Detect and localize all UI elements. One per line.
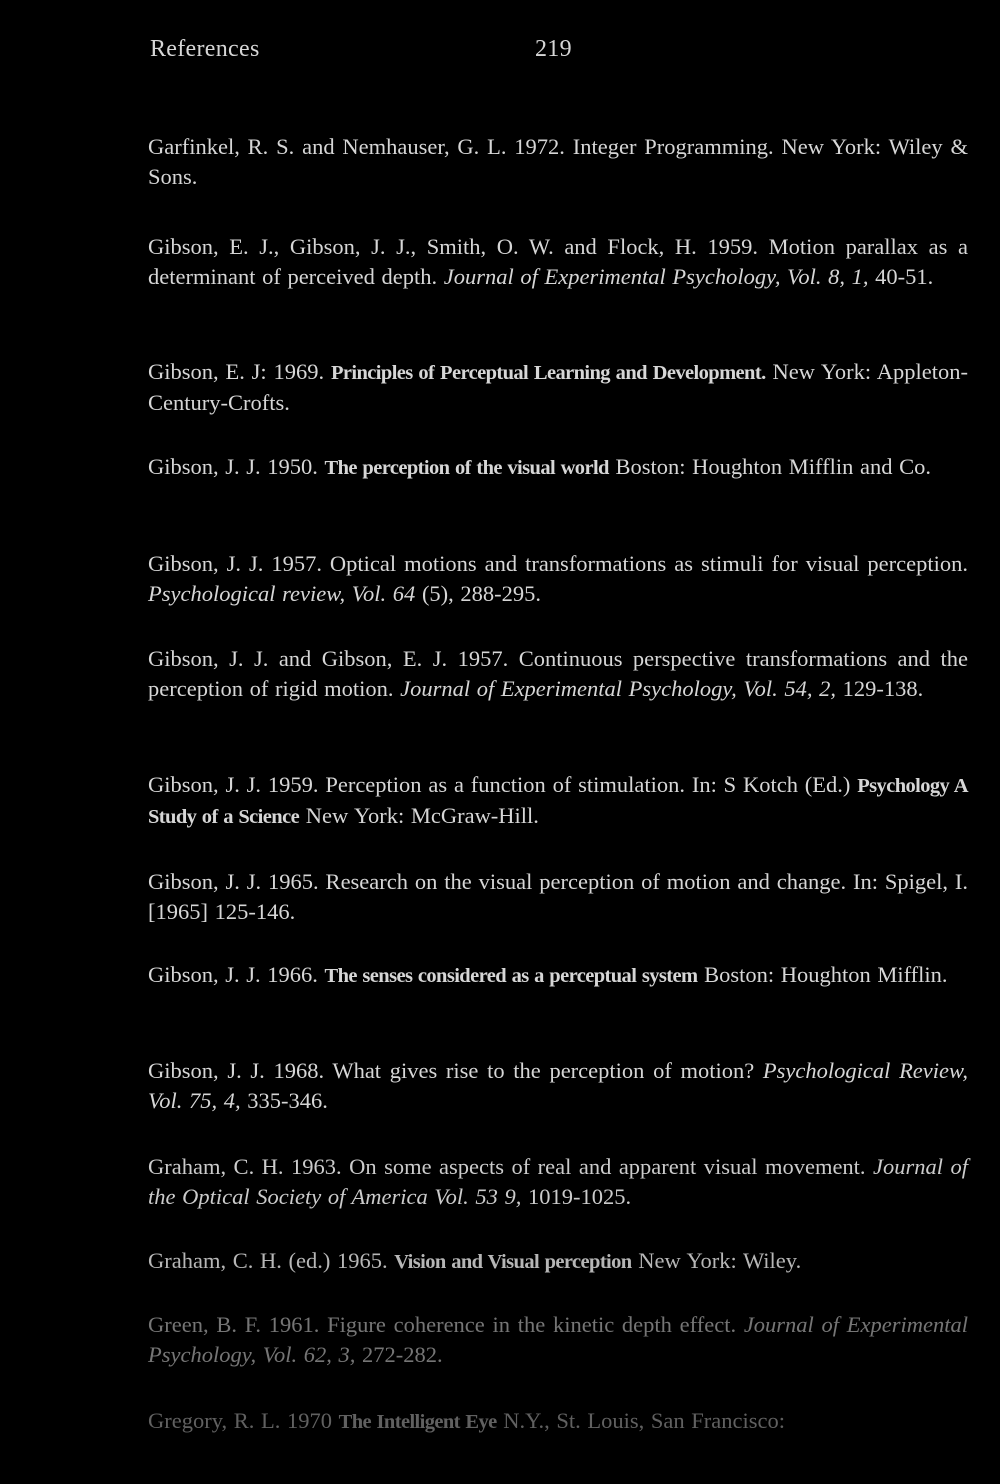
reference-text: Gibson, J. J. 1965. Research on the visual perception of motion and change. In: Spigel, I. [1965] 125-146. [148, 869, 968, 924]
reference-entry [148, 1310, 968, 1370]
reference-text: Gibson, J. J. 1959. Perception as a function of stimulation. In: S Kotch (Ed.) [148, 772, 858, 797]
reference-journal: Journal of Experimental Psychology, Vol. 54, 2, [400, 676, 837, 701]
reference-book-title: Vision and Visual perception [394, 1251, 632, 1273]
reference-text: 272-282. [355, 1342, 443, 1367]
reference-text: N.Y., St. Louis, San Francisco: [496, 1408, 785, 1433]
reference-entry [148, 644, 968, 704]
reference-text: Gibson, J. J. 1957. Optical motions and transformations as stimuli for visual perception. [148, 551, 968, 576]
reference-text: Gregory, R. L. 1970 [148, 1408, 339, 1433]
reference-text: Gibson, J. J. 1950. [148, 454, 325, 479]
reference-journal: Journal of Experimental Psychology, Vol. 62, 3, [148, 1312, 968, 1367]
reference-text: 335-346. [240, 1088, 328, 1113]
reference-book-title: The senses considered as a perceptual system [324, 965, 698, 987]
reference-text: Gibson, J. J. and Gibson, E. J. 1957. Continuous perspective transformations and the perception of rigid motion. [148, 646, 968, 701]
section-title: References [150, 36, 260, 62]
reference-entry [148, 452, 968, 483]
reference-entry [148, 1246, 968, 1277]
reference-text: Gibson, E. J: 1969. [148, 359, 331, 384]
reference-text: Gibson, J. J. 1966. [148, 962, 325, 987]
reference-text: Garfinkel, R. S. and Nemhauser, G. L. 1972. Integer Programming. New York: Wiley & Sons. [148, 134, 968, 189]
reference-entry [148, 867, 968, 927]
reference-journal: Psychological review, Vol. 64 [148, 581, 416, 606]
reference-entry [148, 1406, 968, 1437]
reference-book-title: Principles of Perceptual Learning and Development. [330, 362, 766, 384]
reference-entry [148, 960, 968, 991]
reference-entry [148, 232, 968, 292]
reference-text: New York: Appleton-Century-Crofts. [148, 359, 968, 415]
reference-text: 129-138. [836, 676, 924, 701]
reference-text: (5), 288-295. [415, 581, 542, 606]
reference-entry [148, 357, 968, 418]
reference-text: Graham, C. H. 1963. On some aspects of real and apparent visual movement. [148, 1154, 874, 1179]
reference-entry [148, 1056, 968, 1116]
reference-text: 1019-1025. [521, 1184, 632, 1209]
reference-book-title: The perception of the visual world [324, 457, 609, 479]
reference-text: Boston: Houghton Mifflin and Co. [608, 454, 931, 479]
reference-journal: Journal of Experimental Psychology, Vol. 8, 1, [443, 264, 869, 289]
reference-text: Gibson, J. J. 1968. What gives rise to the perception of motion? [148, 1058, 763, 1083]
reference-journal: Journal of the Optical Society of America Vol. 53 9, [148, 1154, 968, 1209]
reference-entry [148, 549, 968, 609]
reference-book-title: The Intelligent Eye [338, 1411, 497, 1433]
reference-text: Boston: Houghton Mifflin. [697, 962, 948, 987]
reference-entry [148, 770, 968, 832]
running-header [150, 36, 590, 63]
reference-text: 40-51. [868, 264, 934, 289]
reference-entry [148, 1152, 968, 1212]
reference-journal: Psychological Review, Vol. 75, 4, [148, 1058, 968, 1113]
reference-book-title: Psychology A Study of a Science [148, 775, 968, 828]
reference-entry [148, 132, 968, 192]
reference-text: New York: McGraw-Hill. [299, 803, 539, 828]
reference-text: New York: Wiley. [631, 1248, 802, 1273]
reference-text: Gibson, E. J., Gibson, J. J., Smith, O. W. and Flock, H. 1959. Motion parallax as a determinant of perceived depth. [148, 234, 968, 289]
reference-text: Green, B. F. 1961. Figure coherence in the kinetic depth effect. [148, 1312, 744, 1337]
reference-text: Graham, C. H. (ed.) 1965. [148, 1248, 395, 1273]
page-number: 219 [535, 36, 572, 62]
